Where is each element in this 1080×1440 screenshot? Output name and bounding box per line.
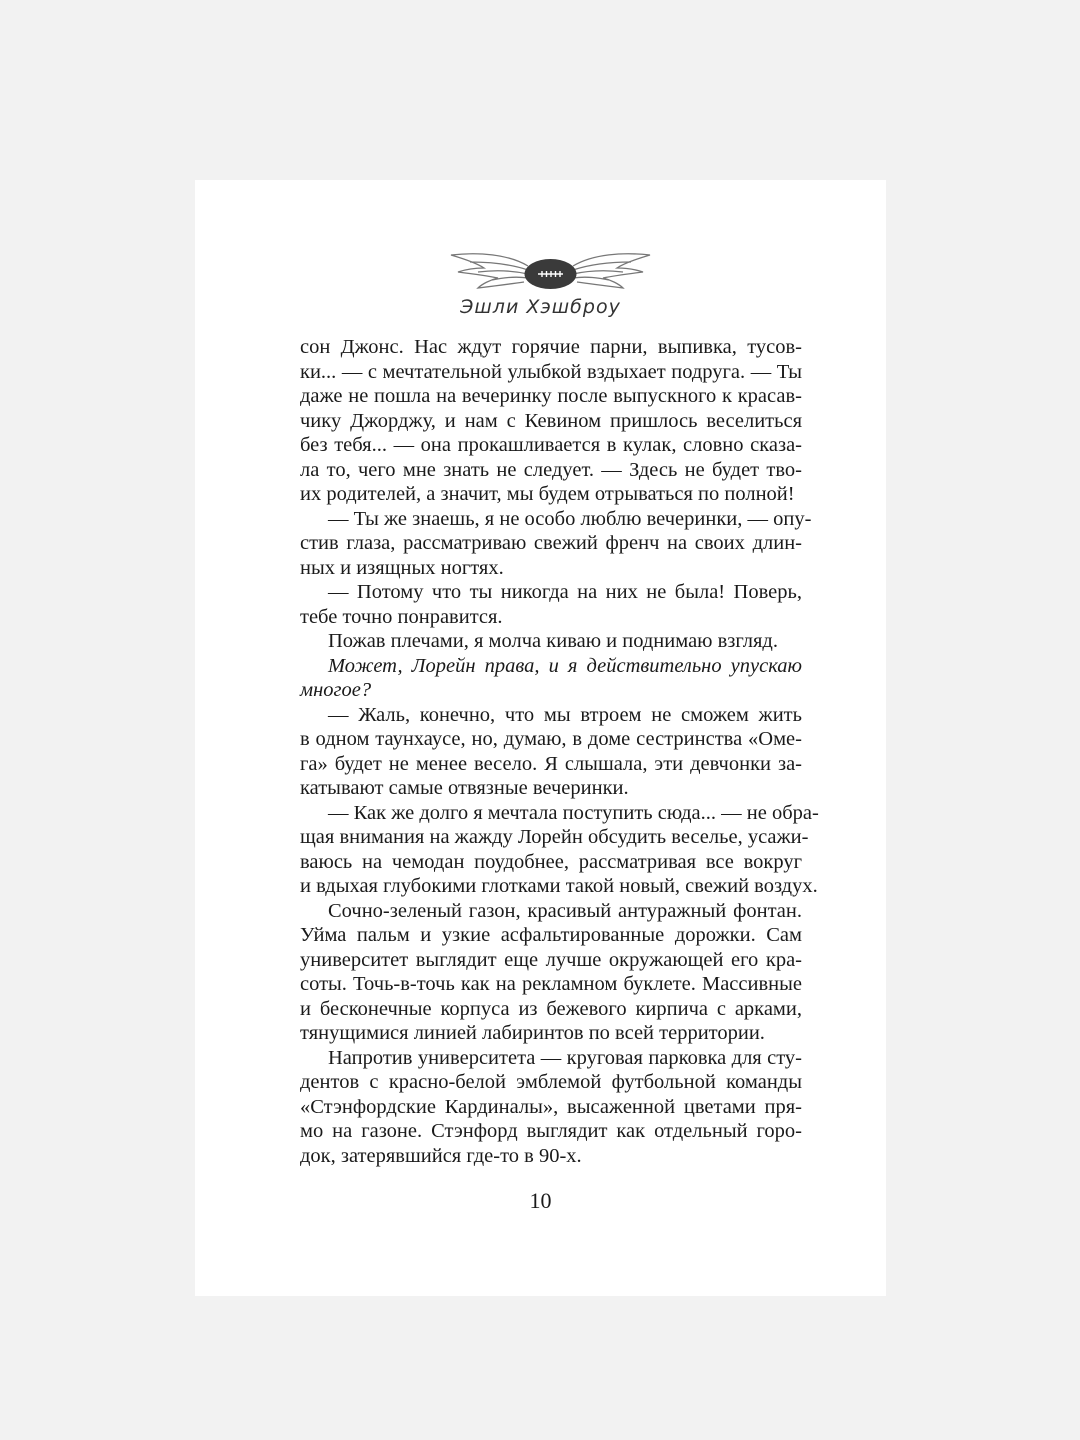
text-line: Может, Лорейн права, и я действительно упускаю xyxy=(328,654,802,677)
author-name: Эшли Хэшброу xyxy=(460,296,621,318)
paragraph xyxy=(300,507,812,581)
text-line: мо на газоне. Стэнфорд выглядит как отдельный горо- xyxy=(300,1120,802,1142)
text-line: — Ты же знаешь, я не особо люблю вечеринки, — опу- xyxy=(328,507,812,530)
text-line: га» будет не менее весело. Я слышала, эти девчонки за- xyxy=(300,752,802,775)
text-line: — Потому что ты никогда на них не была! Поверь, xyxy=(328,581,802,603)
text-line: сон Джонс. Нас ждут горячие парни, выпивка, тусов- xyxy=(300,336,802,358)
text-line: даже не пошла на вечеринку после выпускного к красав- xyxy=(300,385,802,407)
running-header xyxy=(195,250,886,330)
paragraph xyxy=(300,654,802,703)
text-line: Напротив университета — круговая парковка для сту- xyxy=(328,1046,802,1069)
text-line: тянущимися линией лабиринтов по всей территории. xyxy=(300,1022,765,1044)
text-line: ных и изящных ногтях. xyxy=(300,556,504,579)
page-number: 10 xyxy=(529,1188,552,1213)
text-line: док, затерявшийся где-то в 90-х. xyxy=(300,1144,582,1167)
paragraph xyxy=(300,580,802,629)
page-body-text xyxy=(300,335,819,1168)
text-line: в одном таунхаусе, но, думаю, в доме сестринства «Оме- xyxy=(300,728,802,750)
text-line: тебе точно понравится. xyxy=(300,605,503,628)
book-page xyxy=(195,180,886,1296)
text-line: их родителей, а значит, мы будем отрываться по полной! xyxy=(300,483,795,505)
text-line: Сочно-зеленый газон, красивый антуражный фонтан. xyxy=(328,899,802,922)
text-line: университет выглядит еще лучше окружающей его кра- xyxy=(300,948,802,971)
text-line: катывают самые отвязные вечеринки. xyxy=(300,777,629,799)
text-line: ваюсь на чемодан поудобнее, рассматривая все вокруг xyxy=(300,850,802,873)
text-line: ла то, чего мне знать не следует. — Здесь не будет тво- xyxy=(300,458,802,481)
text-line: «Стэнфордские Кардиналы», высаженной цветами пря- xyxy=(300,1095,802,1118)
text-line: щая внимания на жажду Лорейн обсудить веселье, усажи- xyxy=(300,826,809,848)
text-line: дентов с красно-белой эмблемой футбольной команды xyxy=(300,1071,802,1093)
paragraph xyxy=(300,335,802,507)
text-line: — Жаль, конечно, что мы втроем не сможем жить xyxy=(328,703,802,726)
text-line: без тебя... — она прокашливается в кулак, словно сказа- xyxy=(300,434,802,456)
text-line: — Как же долго я мечтала поступить сюда... — не обра- xyxy=(328,801,819,824)
text-line: Уйма пальм и узкие асфальтированные дорожки. Сам xyxy=(300,924,802,946)
text-line: чику Джорджу, и нам с Кевином пришлось веселиться xyxy=(300,409,802,432)
paragraph xyxy=(300,703,802,801)
paragraph xyxy=(300,1046,802,1169)
paragraph xyxy=(300,801,819,899)
winged-football-icon xyxy=(448,250,653,300)
text-line: многое? xyxy=(300,679,372,701)
text-line: стив глаза, рассматриваю свежий френч на своих длин- xyxy=(300,532,802,554)
text-line: Пожав плечами, я молча киваю и поднимаю взгляд. xyxy=(328,630,778,652)
text-line: ки... — с мечтательной улыбкой вздыхает подруга. — Ты xyxy=(300,360,802,383)
paragraph xyxy=(300,629,802,654)
text-line: и бесконечные корпуса из бежевого кирпича с арками, xyxy=(300,997,802,1020)
text-line: соты. Точь-в-точь как на рекламном буклете. Массивные xyxy=(300,973,802,995)
paragraph xyxy=(300,899,802,1046)
text-line: и вдыхая глубокими глотками такой новый, свежий воздух. xyxy=(300,875,818,897)
